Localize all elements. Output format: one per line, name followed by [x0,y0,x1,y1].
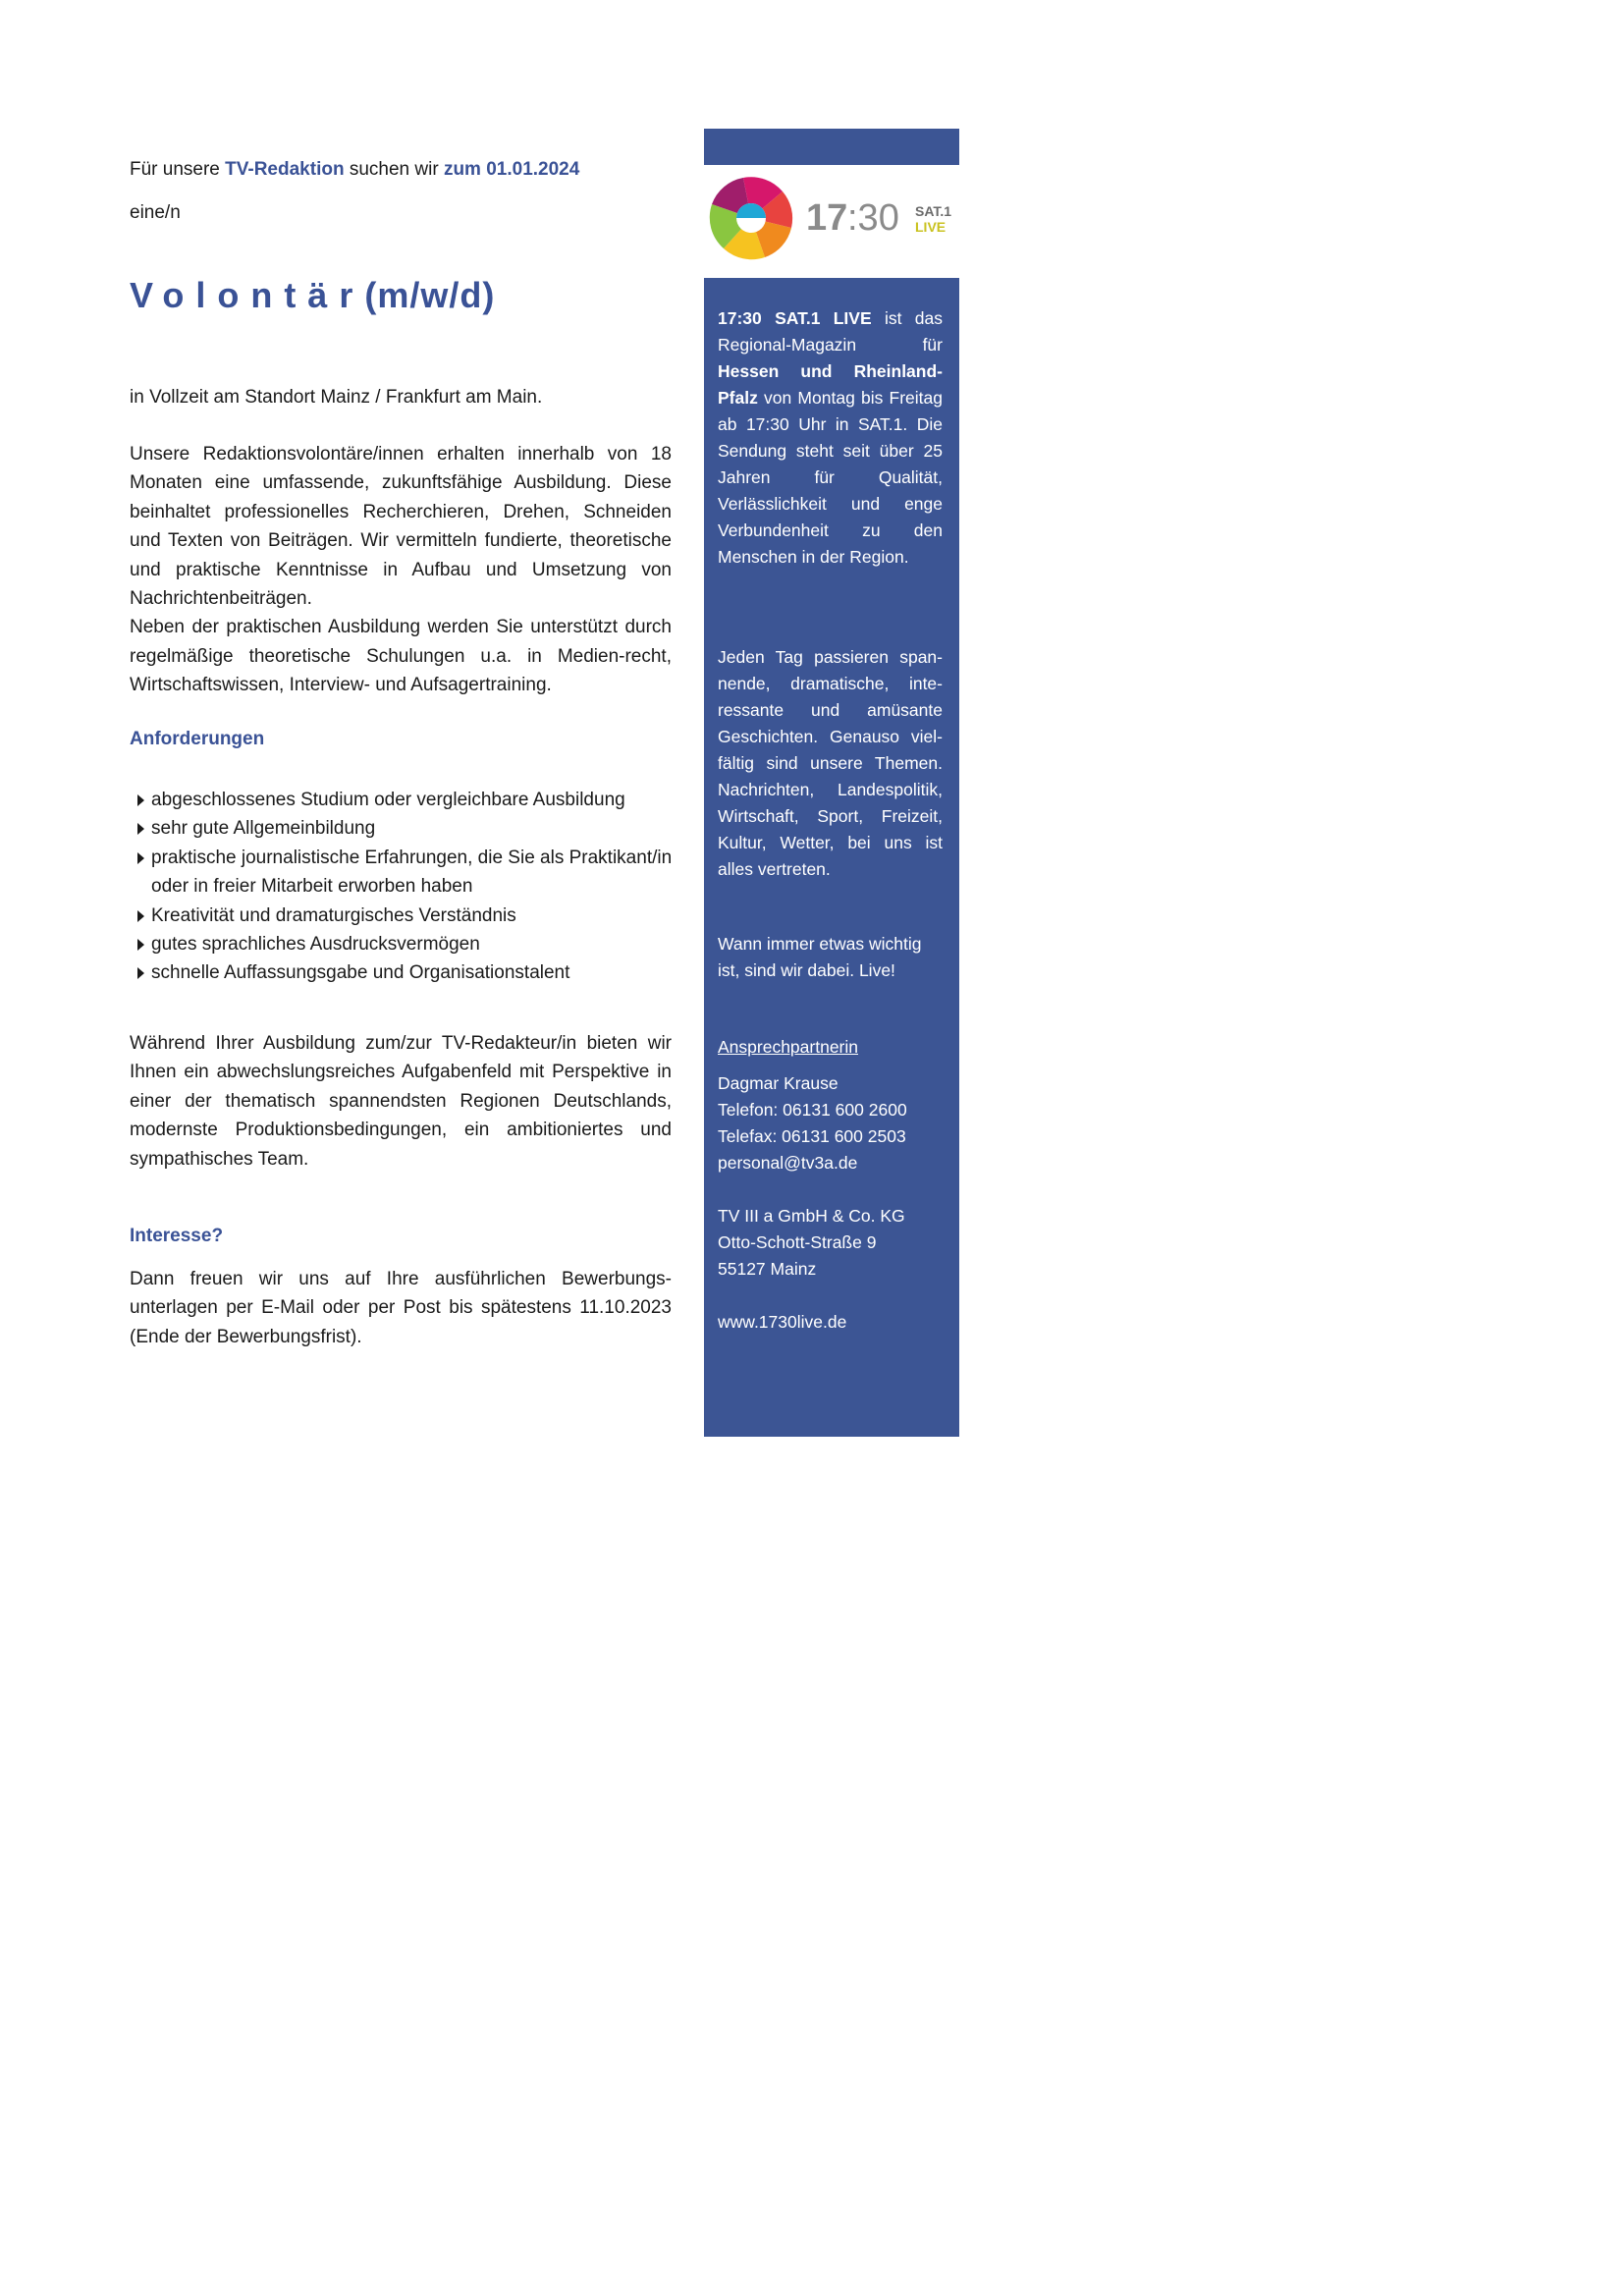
triangle-bullet-icon [137,794,144,806]
triangle-bullet-icon [137,852,144,864]
requirements-list [130,786,679,988]
contact-block [718,1034,943,1336]
svg-text::30: :30 [847,197,899,239]
triangle-bullet-icon [137,910,144,922]
show-description: 17:30 SAT.1 LIVE ist das Regional-Magazin für Hessen und Rheinland-Pfalz von Montag bis Freitag ab 17:30 Uhr in SAT.1. Die Sendung steht seit über 25 Jahren für Qualität, Verlässlichkeit und enge Verbundenheit zu den Menschen in der Region. [718,308,943,567]
sidebar-top-bar [704,129,959,165]
interest-heading: Interesse? [130,1226,224,1246]
job-title-main: Volontär [130,275,365,315]
list-item: sehr gute Allgemeinbildung [130,814,679,843]
list-item: schnelle Auffassungsgabe und Organisationstalent [130,958,679,987]
offer-paragraph: Während Ihrer Ausbildung zum/zur TV-Redakteur/in bieten wir Ihnen ein abwechslungsreiches Aufgabenfeld mit Perspektive in einer der thematisch spannendsten Regionen Deutschlands, modernste Produktionsbedingungen, ein ambitioniertes und sympathisches Team. [130,1033,672,1170]
svg-text:LIVE: LIVE [915,219,947,235]
contact-heading: Ansprechpartnerin [718,1037,858,1057]
employment-location: in Vollzeit am Standort Mainz / Frankfurt am Main. [130,387,543,408]
sat1-live-logo [704,167,959,265]
training-paragraph-1: Unsere Redaktionsvolontäre/innen erhalten innerhalb von 18 Monaten eine umfassende, zukunftsfähige Ausbildung. Diese beinhaltet professionelles Recherchieren, Drehen, Schneiden und Texten von Beiträgen. Wir vermitteln fundierte, theoretische und praktische Kenntnisse in Aufbau und Umsetzung von Nachrichtenbeiträgen. [130,444,672,610]
intro-date: zum 01.01.2024 [443,159,580,180]
training-description [130,440,672,700]
show-name: 17:30 SAT.1 LIVE [718,308,872,328]
topics-paragraph: Jeden Tag passieren span-nende, dramatische, inte-ressante und amüsante Geschichten. Genauso viel-fältig sind unsere Themen. Nachrichten, Landespolitik, Wirtschaft, Sport, Freizeit, Kultur, Wetter, bei uns ist alles vertreten. [718,647,943,879]
contact-email[interactable]: personal@tv3a.de [718,1153,858,1173]
intro-prefix: Für unsere [130,159,226,180]
svg-text:SAT.1: SAT.1 [915,203,952,219]
list-item: praktische journalistische Erfahrungen, die Sie als Praktikant/in oder in freier Mitarbeit erworben haben [130,844,679,902]
live-slogan: Wann immer etwas wichtig ist, sind wir dabei. Live! [718,934,922,980]
company-street: Otto-Schott-Straße 9 [718,1232,877,1252]
job-title [130,275,495,316]
company-city: 55127 Mainz [718,1259,817,1279]
triangle-bullet-icon [137,823,144,835]
sat1-ball-icon [704,167,959,265]
contact-name: Dagmar Krause [718,1073,839,1093]
company-name: TV III a GmbH & Co. KG [718,1206,905,1226]
info-sidebar [704,278,959,1437]
website-link[interactable]: www.1730live.de [718,1312,847,1332]
training-paragraph-2: Neben der praktischen Ausbildung werden Sie unterstützt durch regelmäßige theoretische Schulungen u.a. in Medien-recht, Wirtschaftswissen, Interview- und Aufsagertraining. [130,617,672,696]
eine-label: eine/n [130,202,181,223]
application-paragraph: Dann freuen wir uns auf Ihre ausführlichen Bewerbungs-unterlagen per E-Mail oder per Post bis spätestens 11.10.2023 (Ende der Bewerbungsfrist). [130,1269,672,1347]
contact-phone: Telefon: 06131 600 2600 [718,1100,907,1120]
intro-dept: TV-Redaktion [225,159,345,180]
list-item: abgeschlossenes Studium oder vergleichbare Ausbildung [130,786,679,814]
triangle-bullet-icon [137,939,144,951]
list-item: gutes sprachliches Ausdrucksvermögen [130,930,679,958]
list-item: Kreativität und dramaturgisches Verständnis [130,902,679,930]
intro-middle: suchen wir [344,159,444,180]
intro-line [130,155,579,184]
triangle-bullet-icon [137,967,144,979]
requirements-heading: Anforderungen [130,729,265,749]
contact-fax: Telefax: 06131 600 2503 [718,1126,906,1146]
svg-text:17: 17 [806,197,848,239]
region-names: Hessen und Rheinland-Pfalz [718,361,943,408]
job-title-suffix: (m/w/d) [364,275,496,315]
